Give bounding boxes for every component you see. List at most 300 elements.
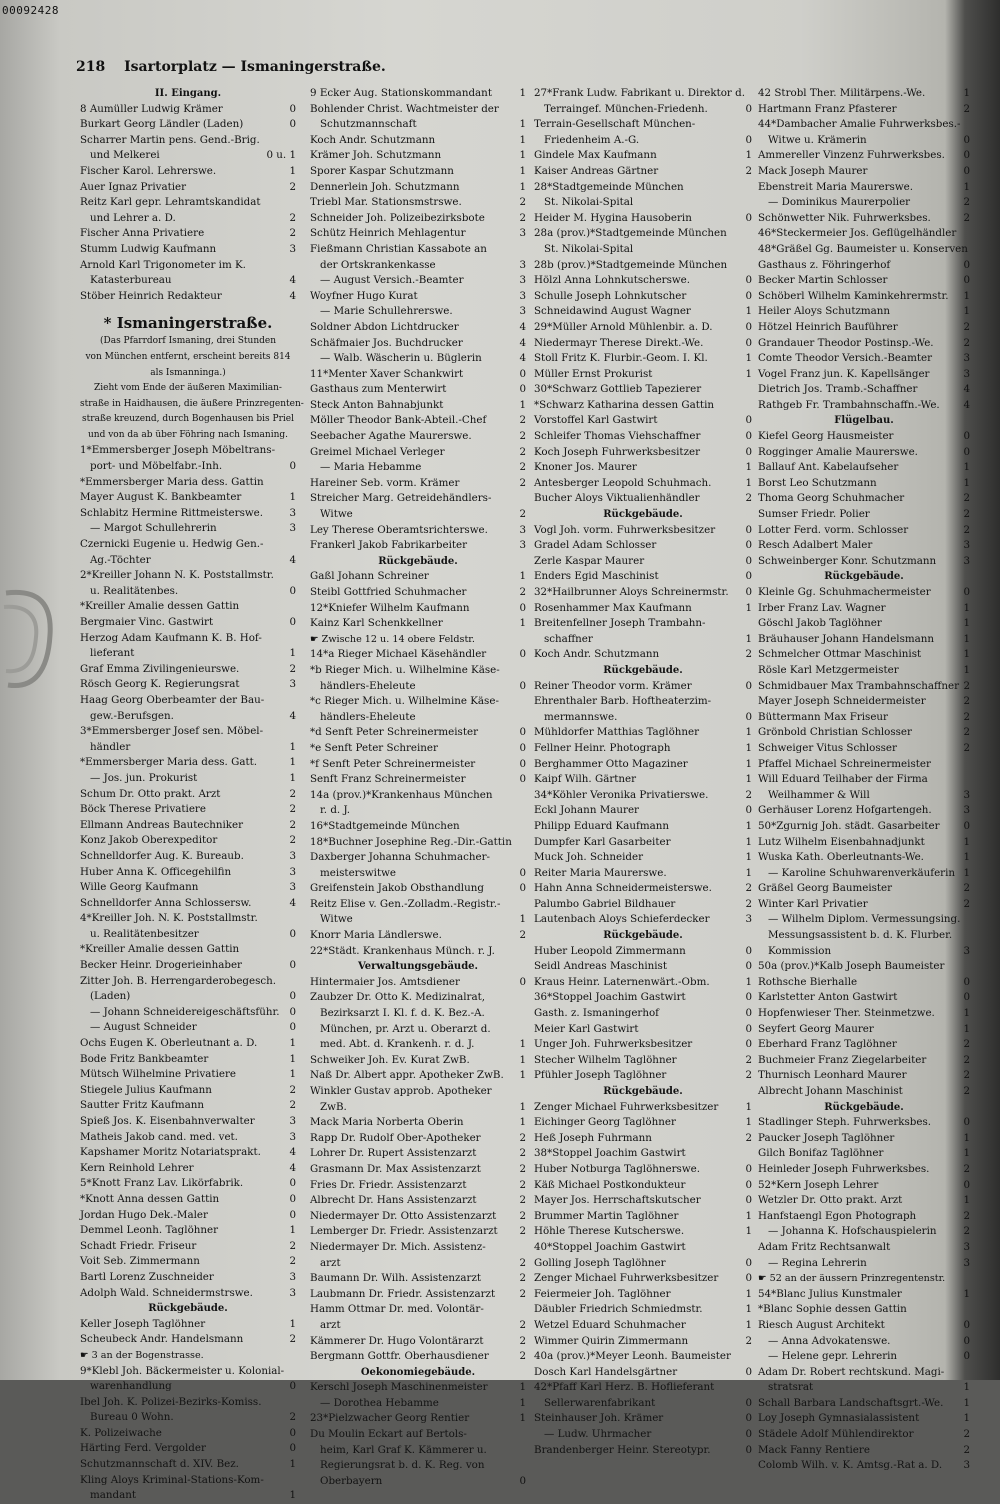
floor-number: 0	[963, 991, 970, 1004]
entry-text: Hintermaier Jos. Amtsdiener	[310, 975, 460, 988]
entry-text: *d Senft Peter Schreinermeister	[310, 726, 478, 739]
floor-number: 1	[745, 352, 752, 365]
entry-text: Sellerwarenfabrikant	[544, 1396, 656, 1409]
section-heading: Rückgebäude.	[603, 664, 683, 676]
entry-text: Senft Franz Schreinermeister	[310, 773, 466, 786]
entry-continuation	[758, 912, 970, 928]
entry-text: St. Nikolai-Spital	[544, 242, 634, 255]
entry-text: Gasthaus zum Menterwirt	[310, 383, 447, 396]
entry-text: Bergmaier Vinc. Gastwirt	[80, 616, 214, 628]
entry-continuation	[758, 944, 970, 960]
entry-text: Hahn Anna Schneidermeisterswe.	[534, 882, 712, 895]
floor-number: 0	[963, 975, 970, 988]
directory-entry	[758, 632, 970, 648]
directory-entry	[534, 1302, 752, 1318]
entry-text: Terraingef. München-Friedenh.	[544, 102, 708, 115]
entry-text: Resch Adalbert Maler	[758, 539, 873, 552]
floor-number: 2	[963, 1209, 970, 1222]
entry-text: Wetzler Dr. Otto prakt. Arzt	[758, 1194, 903, 1207]
entry-text: 9 Ecker Aug. Stationskommandant	[310, 87, 492, 99]
entry-text: heim, Karl Graf K. Kämmerer u.	[320, 1443, 487, 1456]
directory-entry	[534, 772, 752, 788]
entry-text: Mack Joseph Maurer	[758, 164, 868, 177]
directory-entry	[80, 631, 296, 647]
floor-number: 2	[963, 1162, 970, 1175]
entry-text: *b Rieger Mich. u. Wilhelmine Käse-	[310, 663, 500, 676]
section-heading: Verwaltungsgebäude.	[357, 961, 479, 973]
entry-text: 2*Kreiller Johann N. K. Poststallmstr.	[80, 569, 274, 582]
entry-text: Niedermayer Dr. Otto Assistenzarzt	[310, 1209, 497, 1222]
floor-number: 2	[745, 897, 752, 910]
entry-text: 50a (prov.)*Kalb Joseph Baumeister	[758, 960, 945, 973]
floor-number: 3	[963, 352, 970, 365]
entry-text: Zenger Michael Fuhrwerksbesitzer	[534, 1272, 719, 1285]
directory-entry	[534, 1162, 752, 1178]
entry-text: Fießmann Christian Kassabote an	[310, 242, 487, 255]
entry-continuation	[310, 273, 526, 289]
floor-number: 2	[963, 320, 970, 333]
entry-continuation	[310, 304, 526, 320]
entry-text: händlers-Eheleute	[320, 710, 416, 723]
entry-continuation	[758, 195, 970, 211]
directory-entry	[310, 1146, 526, 1162]
directory-entry	[80, 1067, 296, 1083]
floor-number: 2	[963, 897, 970, 910]
entry-text: Witwe	[320, 508, 353, 521]
floor-number: 2	[963, 1428, 970, 1441]
directory-entry	[534, 694, 752, 710]
directory-entry	[758, 86, 970, 102]
entry-text: 40a (prov.)*Meyer Leonh. Baumeister	[534, 1350, 731, 1363]
entry-text: Scheubeck Andr. Handelsmann	[80, 1333, 244, 1346]
floor-number: 2	[519, 211, 526, 224]
floor-number: 1	[745, 601, 752, 614]
floor-number: 0	[289, 1192, 296, 1205]
entry-text: Schulle Joseph Lohnkutscher	[534, 289, 687, 302]
entry-text: Colomb Wilh. v. K. Amtsg.-Rat a. D.	[758, 1459, 943, 1472]
directory-entry	[310, 772, 526, 788]
entry-text: Käß Michael Postkondukteur	[534, 1178, 686, 1191]
directory-entry	[310, 148, 526, 164]
floor-number: 4	[519, 320, 526, 333]
directory-entry	[758, 351, 970, 367]
floor-number: 1	[963, 1381, 970, 1394]
directory-entry	[310, 102, 526, 118]
floor-number: 1	[519, 180, 526, 193]
entry-text: Ammereller Vinzenz Fuhrwerksbes.	[758, 149, 945, 162]
floor-number: 1	[745, 726, 752, 739]
floor-number: 1	[519, 1053, 526, 1066]
entry-text: Fries Dr. Friedr. Assistenzarzt	[310, 1178, 467, 1191]
floor-number: 2	[963, 1225, 970, 1238]
street-description: straße in Haidhausen, die äußere Prinzregenten-	[80, 398, 304, 409]
directory-entry	[534, 1053, 752, 1069]
floor-number: 0	[289, 1442, 296, 1455]
entry-text: Bureau 0 Wohn.	[90, 1411, 174, 1424]
entry-text: Kämmerer Dr. Hugo Volontärarzt	[310, 1334, 484, 1347]
directory-entry	[758, 835, 970, 851]
directory-entry	[534, 258, 752, 274]
floor-number: 3	[289, 1130, 296, 1143]
entry-text: Steck Anton Bahnabjunkt	[310, 398, 444, 411]
floor-number: 2	[745, 788, 752, 801]
entry-text: Gradel Adam Schlosser	[534, 539, 657, 552]
directory-entry	[80, 1426, 296, 1442]
entry-text: gew.-Berufsgen.	[90, 709, 174, 722]
floor-number: 0	[519, 866, 526, 879]
entry-text: Feiermeier Joh. Taglöhner	[534, 1287, 671, 1300]
entry-continuation	[310, 1006, 526, 1022]
directory-entry	[758, 1068, 970, 1084]
directory-entry	[310, 1209, 526, 1225]
entry-text: Regierungsrat b. d. K. Reg. von	[320, 1459, 485, 1472]
directory-entry	[758, 1115, 970, 1131]
entry-continuation	[758, 866, 970, 882]
entry-continuation	[758, 133, 970, 149]
directory-entry	[310, 990, 526, 1006]
floor-number: 1	[289, 1489, 296, 1502]
floor-number: 0	[745, 1428, 752, 1441]
directory-entry	[310, 850, 526, 866]
entry-text: Sumser Friedr. Polier	[758, 508, 870, 521]
floor-number: 3	[519, 523, 526, 536]
directory-entry	[758, 975, 970, 991]
directory-entry	[310, 601, 526, 617]
entry-text: *Blanc Sophie dessen Gattin	[758, 1303, 907, 1316]
entry-text: Niedermayr Therese Direkt.-We.	[534, 336, 704, 349]
floor-number: 2	[519, 586, 526, 598]
entry-text: u. Realitätenbesitzer	[90, 927, 199, 940]
column-1	[80, 86, 304, 1502]
directory-entry	[80, 568, 296, 584]
entry-text: Karlstetter Anton Gastwirt	[758, 991, 898, 1004]
entry-text: r. d. J.	[320, 804, 351, 817]
floor-number: 1	[519, 1116, 526, 1129]
floor-number: 3	[963, 554, 970, 567]
directory-entry	[80, 1145, 296, 1161]
floor-number: 0	[963, 274, 970, 287]
directory-entry	[534, 538, 752, 554]
entry-text: Golling Joseph Taglöhner	[534, 1256, 666, 1269]
floor-number: 1	[745, 305, 752, 318]
directory-entry	[534, 975, 752, 991]
entry-text: Koch Andr. Schutzmann	[310, 133, 436, 146]
floor-number: 3	[519, 289, 526, 302]
floor-number: 2	[289, 227, 296, 240]
floor-number: 4	[289, 553, 296, 566]
entry-text: Bergmann Gottfr. Oberhausdiener	[310, 1350, 489, 1363]
entry-text: Grönbold Christian Schlosser	[758, 726, 912, 739]
floor-number: 3	[289, 849, 296, 862]
floor-number: 1	[745, 1100, 752, 1113]
floor-number: 0	[745, 960, 752, 973]
directory-entry	[534, 1256, 752, 1272]
floor-number: 4	[289, 709, 296, 722]
directory-entry	[80, 865, 296, 881]
directory-entry	[758, 445, 970, 461]
floor-number: 4	[289, 289, 296, 302]
entry-text: Auer Ignaz Privatier	[80, 180, 187, 193]
entry-text: — Karoline Schuhwarenverkäuferin	[768, 866, 956, 879]
directory-entry	[534, 523, 752, 539]
entry-text: Greimel Michael Verleger	[310, 445, 445, 458]
floor-number: 1	[519, 1412, 526, 1425]
floor-number: 1	[519, 164, 526, 177]
directory-entry	[758, 694, 970, 710]
directory-entry	[758, 803, 970, 819]
entry-text: Zenger Michael Fuhrwerksbesitzer	[534, 1100, 719, 1113]
entry-continuation	[310, 507, 526, 523]
entry-continuation	[310, 866, 526, 882]
entry-text: Rösle Karl Metzgermeister	[758, 663, 899, 676]
entry-text: — Ludw. Uhrmacher	[544, 1428, 652, 1441]
section-heading: Rückgebäude.	[824, 571, 904, 583]
entry-text: Daxberger Johanna Schuhmacher-	[310, 851, 490, 864]
directory-entry	[310, 445, 526, 461]
entry-text: Stadlinger Steph. Fuhrwerksbes.	[758, 1116, 932, 1129]
directory-entry	[758, 601, 970, 617]
floor-number: 0	[745, 1396, 752, 1409]
floor-number: 1	[289, 1458, 296, 1471]
entry-continuation	[80, 1020, 296, 1036]
directory-entry	[310, 1068, 526, 1084]
floor-number: 2	[519, 430, 526, 443]
entry-text: Soldner Abdon Lichtdrucker	[310, 320, 459, 333]
floor-number: 1	[745, 1303, 752, 1316]
floor-number: 1	[963, 601, 970, 614]
directory-entry	[310, 725, 526, 741]
entry-text: Katasterbureau	[90, 274, 172, 287]
floor-number: 2	[519, 1272, 526, 1285]
directory-entry	[758, 367, 970, 383]
entry-continuation	[80, 273, 296, 289]
entry-text: Eckl Johann Maurer	[534, 804, 639, 817]
directory-entry	[310, 1162, 526, 1178]
floor-number: 1	[745, 851, 752, 864]
directory-entry	[80, 1286, 296, 1302]
floor-number: 1	[519, 149, 526, 162]
entry-text: 18*Buchner Josephine Reg.-Dir.-Gattin	[310, 835, 512, 848]
entry-text: Mayer August K. Bankbeamter	[80, 491, 242, 504]
entry-text: Ebenstreit Maria Maurerswe.	[758, 180, 914, 193]
floor-number: 1	[963, 866, 970, 879]
directory-entry	[758, 647, 970, 663]
entry-text: — Johanna K. Hofschauspielerin	[768, 1225, 937, 1238]
entry-continuation	[80, 771, 296, 787]
entry-text: Kleinle Gg. Schuhmachermeister	[758, 586, 931, 598]
entry-text: 28b (prov.)*Stadtgemeinde München	[534, 258, 728, 271]
directory-entry	[758, 1053, 970, 1069]
directory-entry	[534, 1100, 752, 1116]
floor-number: 3	[289, 865, 296, 878]
directory-entry	[758, 117, 970, 133]
floor-number: 0	[745, 1412, 752, 1425]
directory-entry	[80, 289, 296, 305]
directory-entry	[80, 1083, 296, 1099]
floor-number: 3	[519, 274, 526, 287]
floor-number: 0	[745, 1038, 752, 1051]
directory-entry	[534, 1411, 752, 1427]
spacer	[80, 304, 296, 312]
entry-text: schaffner	[544, 632, 593, 645]
floor-number: 0	[963, 819, 970, 832]
directory-entry	[758, 1193, 970, 1209]
directory-entry	[310, 429, 526, 445]
floor-number: 2	[289, 1333, 296, 1346]
directory-entry	[80, 1317, 296, 1333]
entry-text: port- und Möbelfabr.-Inh.	[90, 460, 223, 473]
floor-number: 1	[963, 1022, 970, 1035]
entry-text: Vogel Franz jun. K. Kapellsänger	[758, 367, 930, 380]
directory-entry	[310, 569, 526, 585]
directory-entry	[80, 117, 296, 133]
entry-text: — Johann Schneidereigeschäftsführ.	[90, 1005, 280, 1018]
directory-entry	[310, 944, 526, 960]
entry-text: Koch Joseph Fuhrwerksbesitzer	[534, 445, 701, 458]
floor-number: 3	[519, 539, 526, 552]
floor-number: 0	[289, 959, 296, 972]
directory-entry	[80, 1239, 296, 1255]
entry-text: Gasth. z. Ismaningerhof	[534, 1007, 659, 1020]
directory-entry	[758, 289, 970, 305]
floor-number: 0	[745, 274, 752, 287]
entry-continuation	[80, 1005, 296, 1021]
entry-text: Grasmann Dr. Max Assistenzarzt	[310, 1162, 481, 1175]
directory-entry	[310, 476, 526, 492]
directory-entry	[80, 1270, 296, 1286]
directory-entry	[310, 663, 526, 679]
entry-text: Berghammer Otto Magaziner	[534, 757, 688, 770]
floor-number: 1	[963, 1287, 970, 1300]
directory-entry	[534, 491, 752, 507]
floor-number: 1	[963, 663, 970, 676]
entry-text: 5*Knott Franz Lav. Likörfabrik.	[80, 1177, 244, 1190]
floor-number: 0	[289, 584, 296, 597]
floor-number: 3	[963, 804, 970, 817]
floor-number: 2	[519, 196, 526, 209]
entry-text: Unger Joh. Fuhrwerksbesitzer	[534, 1038, 693, 1051]
directory-entry	[534, 304, 752, 320]
directory-entry	[534, 289, 752, 305]
floor-number: 1	[289, 771, 296, 784]
directory-entry	[310, 523, 526, 539]
entry-text: Wimmer Quirin Zimmermann	[534, 1334, 689, 1347]
entry-continuation	[310, 803, 526, 819]
directory-entry	[758, 460, 970, 476]
entry-text: 16*Stadtgemeinde München	[310, 819, 460, 832]
directory-entry	[534, 679, 752, 695]
floor-number: 0	[289, 1380, 296, 1393]
entry-text: 34*Köhler Veronika Privatierswe.	[534, 788, 709, 801]
directory-entry	[310, 616, 526, 632]
floor-number: 1	[963, 851, 970, 864]
section-heading: Rückgebäude.	[148, 1303, 228, 1315]
floor-number: 1	[289, 647, 296, 660]
entry-text: Winkler Gustav approb. Apotheker	[310, 1085, 492, 1097]
directory-entry	[310, 881, 526, 897]
floor-number: 2	[289, 818, 296, 831]
directory-entry	[80, 911, 296, 927]
floor-number: 1	[963, 1147, 970, 1160]
directory-entry	[534, 1209, 752, 1225]
directory-entry	[758, 679, 970, 695]
entry-continuation	[80, 553, 296, 569]
entry-text: Reitz Elise v. Gen.-Zolladm.-Registr.-	[310, 897, 501, 910]
floor-number: 1	[519, 1100, 526, 1113]
entry-text: 14*a Rieger Michael Käsehändler	[310, 648, 487, 661]
directory-entry	[80, 818, 296, 834]
entry-text: Pfühler Joseph Taglöhner	[534, 1069, 667, 1082]
directory-entry	[80, 880, 296, 896]
entry-text: Kling Aloys Kriminal-Stations-Kom-	[80, 1473, 264, 1486]
directory-entry	[80, 802, 296, 818]
entry-text: Becker Heinr. Drogerieinhaber	[80, 959, 242, 972]
entry-text: Heider M. Hygina Hausoberin	[534, 211, 692, 224]
entry-text: Schnelldorfer Anna Schlossersw.	[80, 896, 252, 909]
directory-entry	[534, 1287, 752, 1303]
directory-entry	[310, 1349, 526, 1365]
entry-text: Schmidbauer Max Trambahnschaffner	[758, 679, 959, 692]
entry-continuation	[80, 989, 296, 1005]
directory-entry	[534, 1271, 752, 1287]
entry-text: Riesch August Architekt	[758, 1318, 885, 1331]
directory-entry	[80, 490, 296, 506]
entry-text: Zerle Kaspar Maurer	[534, 554, 645, 567]
directory-entry	[80, 833, 296, 849]
entry-text: Mayer Joseph Schneidermeister	[758, 695, 926, 708]
entry-text: Palumbo Gabriel Bildhauer	[534, 897, 676, 910]
entry-text: Will Eduard Teilhaber der Firma	[758, 773, 928, 786]
directory-entry	[80, 1395, 296, 1411]
entry-text: Eichinger Georg Taglöhner	[534, 1116, 676, 1129]
section-heading: Oekonomiegebäude.	[360, 1366, 476, 1378]
directory-entry	[534, 336, 752, 352]
floor-number: 1	[963, 648, 970, 661]
floor-number: 2	[289, 662, 296, 675]
entry-text: Bucher Aloys Viktualienhändler	[534, 492, 700, 505]
scan-id: 00092428	[2, 4, 59, 17]
directory-entry	[758, 772, 970, 788]
directory-entry	[80, 1223, 296, 1239]
directory-entry	[534, 211, 752, 227]
entry-text: 12*Kniefer Wilhelm Kaufmann	[310, 601, 470, 614]
entry-continuation	[310, 1037, 526, 1053]
directory-entry	[310, 195, 526, 211]
street-description: und von da ab über Föhring nach Ismaning.	[88, 429, 288, 440]
entry-text: Buchmeier Franz Ziegelarbeiter	[758, 1053, 927, 1066]
entry-text: Höhle Therese Kutscherswe.	[534, 1225, 685, 1238]
entry-continuation	[310, 710, 526, 726]
directory-entry	[758, 725, 970, 741]
floor-number: 3	[963, 944, 970, 957]
directory-entry	[758, 1240, 970, 1256]
entry-text: *e Senft Peter Schreiner	[310, 741, 438, 754]
directory-entry	[80, 164, 296, 180]
directory-entry	[80, 1130, 296, 1146]
entry-text: Städele Adolf Mühlendirektor	[758, 1428, 914, 1441]
entry-text: Ibel Joh. K. Polizei-Bezirks-Komiss.	[80, 1395, 262, 1408]
directory-entry	[534, 647, 752, 663]
directory-entry	[758, 1037, 970, 1053]
floor-number: 1	[289, 756, 296, 769]
floor-number: 2	[963, 1085, 970, 1097]
directory-entry	[758, 211, 970, 227]
directory-entry	[310, 164, 526, 180]
entry-text: Ehrenthaler Barb. Hoftheaterzim-	[534, 695, 712, 708]
entry-continuation	[80, 1410, 296, 1426]
floor-number: 0	[519, 757, 526, 770]
entry-continuation	[80, 211, 296, 227]
